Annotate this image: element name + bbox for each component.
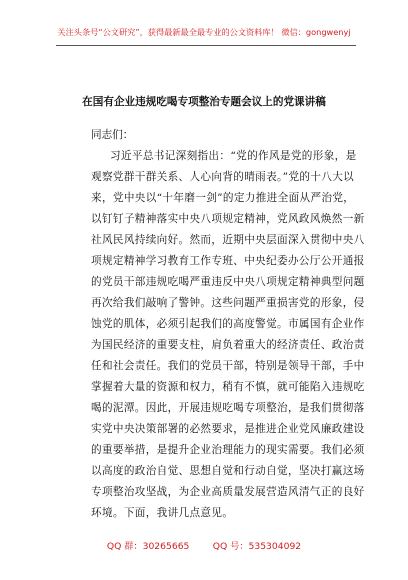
paragraph-line: 专项整治攻坚战，为企业高质量发展营造风清气正的良好 — [91, 486, 365, 498]
paragraph-line: 以高度的政治自觉、思想自觉和行动自觉，坚决打赢这场 — [91, 465, 365, 477]
footer-qq-number: QQ 号：535304092 — [212, 541, 302, 552]
paragraph-line: 以钉钉子精神落实中央八项规定精神，党风政风焕然一新 — [91, 213, 365, 225]
paragraph-line: 观察党群干群关系、人心向背的晴雨表。”党的十八大以 — [91, 171, 355, 183]
paragraph-line: 蚀党的肌体，必须引起我们的高度警觉。市属国有企业作 — [91, 318, 365, 330]
paragraph-line: 实党中央决策部署的必然要求，是推进企业党风廉政建设 — [91, 423, 365, 435]
paragraph-line: 的重要举措，是提升企业治理能力的现实需要。我们必须 — [91, 444, 365, 456]
document-title: 在国有企业违规吃喝专项整治专题会议上的党课讲稿 — [82, 96, 326, 108]
paragraph-line: 再次给我们敲响了警钟。这些问题严重损害党的形象，侵 — [91, 297, 365, 309]
paragraph-line: 为国民经济的重要支柱，肩负着重大的经济责任、政治责 — [91, 339, 365, 351]
paragraph-line: 社风民风持续向好。然而，近期中央层面深入贯彻中央八 — [91, 234, 365, 246]
footer-contact — [0, 541, 408, 553]
paragraph-line: 环境。下面，我讲几点意见。 — [91, 507, 234, 519]
salutation: 同志们： — [91, 129, 134, 141]
paragraph-line: 习近平总书记深刻指出：“党的作风是党的形象，是 — [110, 150, 357, 162]
paragraph-line: 喝的泥潭。因此，开展违规吃喝专项整治，是我们贯彻落 — [91, 402, 365, 414]
paragraph-line: 来，党中央以“十年磨一剑”的定力推进全面从严治党， — [91, 192, 355, 204]
paragraph-line: 任和社会责任。我们的党员干部，特别是领导干部，手中 — [91, 360, 365, 372]
header-divider — [56, 45, 356, 46]
paragraph-line: 掌握着大量的资源和权力，稍有不慎，就可能陷入违规吃 — [91, 381, 365, 393]
paragraph-line: 项规定精神学习教育工作专班、中央纪委办公厅公开通报 — [91, 255, 365, 267]
header-promo-note: 关注头条号“公文研究”，获得最新最全最专业的公文资料库！ 微信：gongwenyj — [57, 27, 351, 37]
footer-qq-group: QQ 群：30265665 — [106, 541, 190, 552]
paragraph-line: 的党员干部违规吃喝严重违反中央八项规定精神典型问题 — [91, 276, 365, 288]
